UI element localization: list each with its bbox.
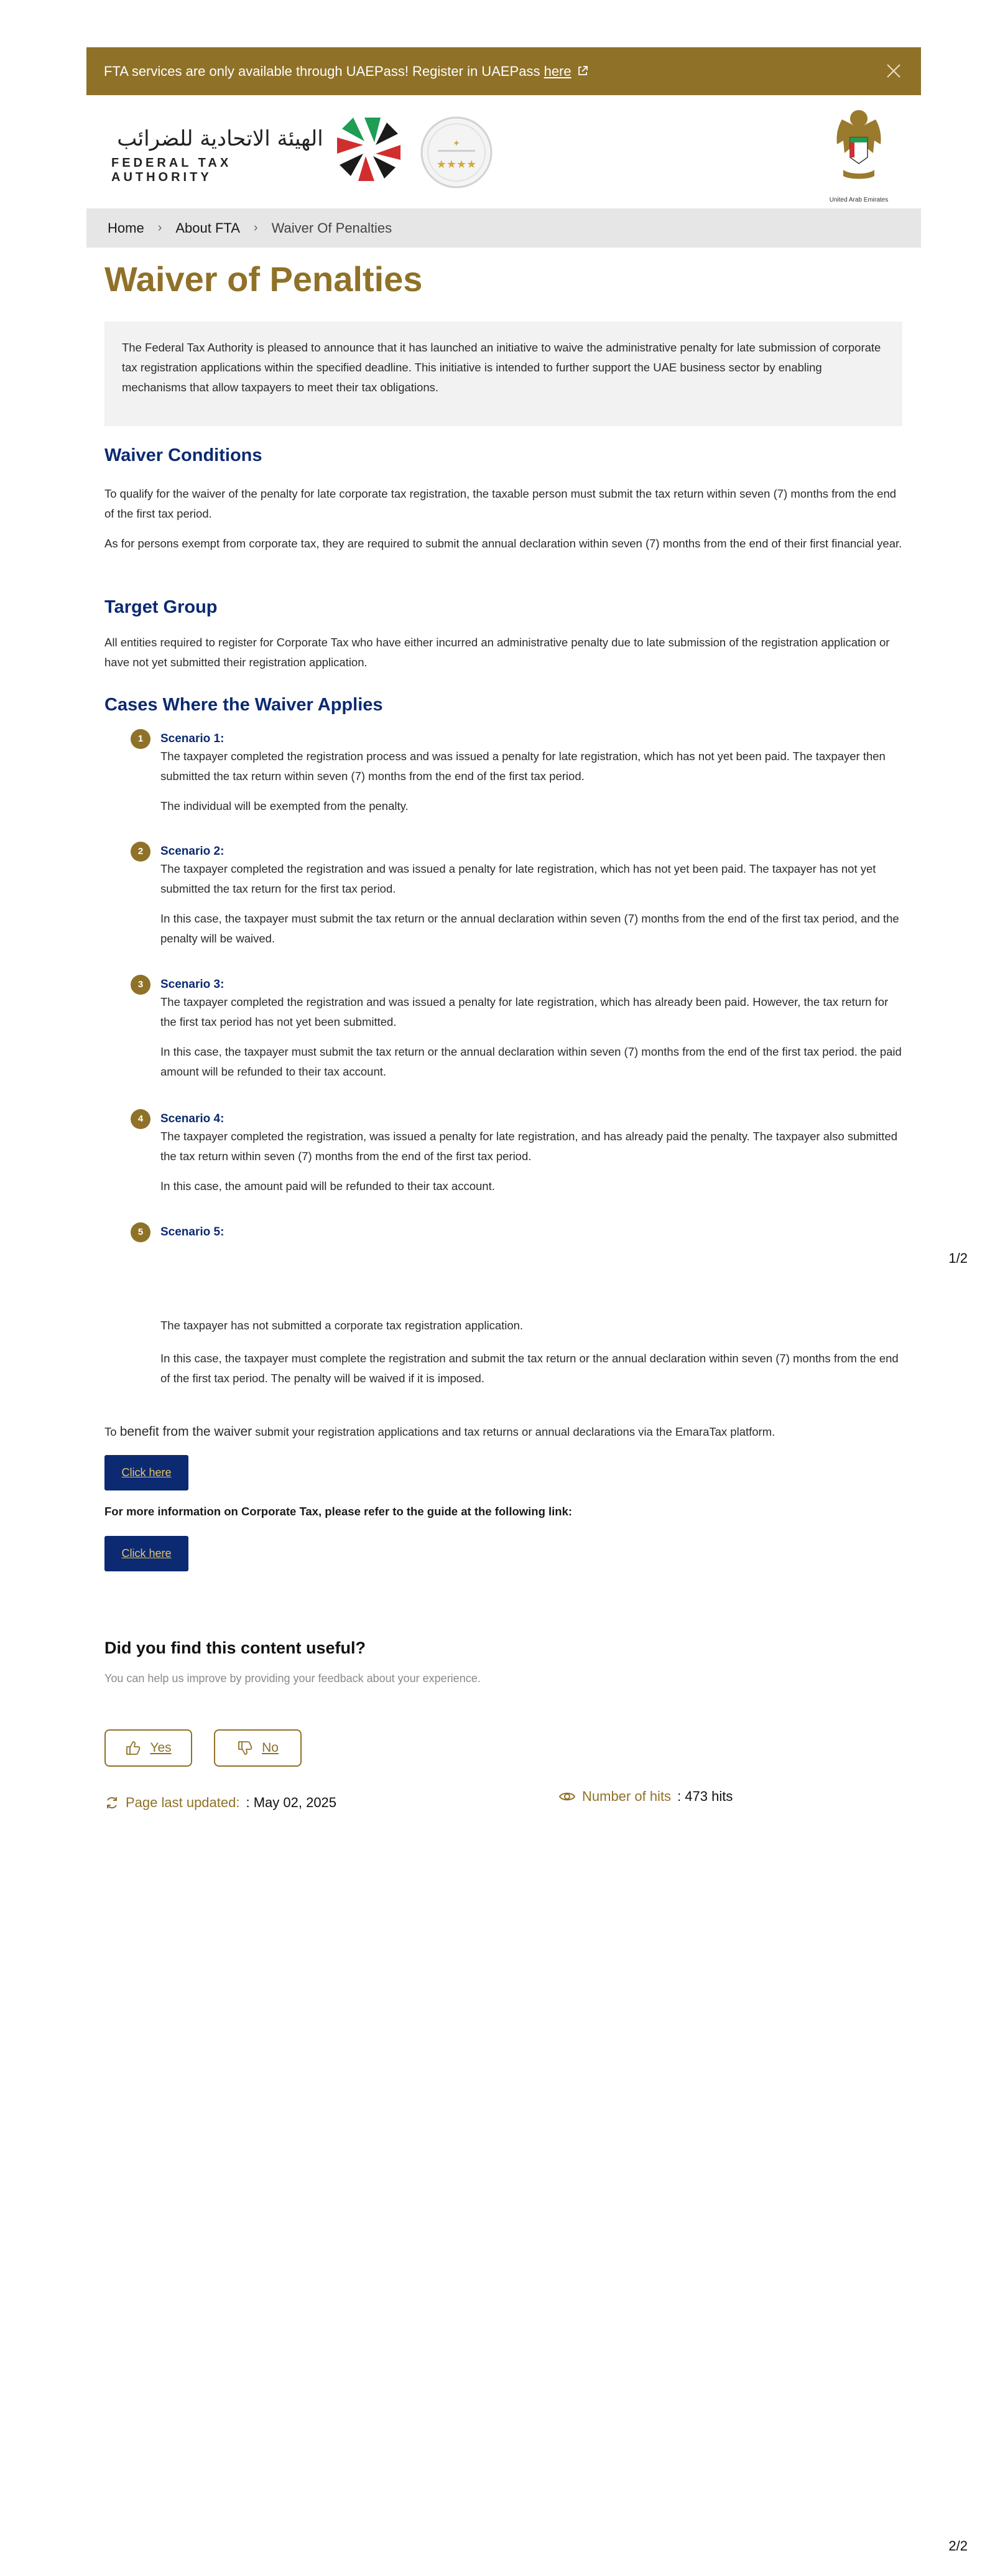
feedback-yes-label: Yes xyxy=(150,1741,172,1755)
scenario-title: Scenario 3: xyxy=(160,978,224,991)
cta-highlight: benefit from the waiver xyxy=(119,1425,252,1439)
fta-logo-icon[interactable] xyxy=(332,111,407,186)
thumbs-down-icon xyxy=(237,1740,253,1756)
target-group-paragraph: All entities required to register for Corporate Tax who have either incurred an administrative penalty due to late submission of the registration application or have not yet submitted their registration application. xyxy=(104,636,890,669)
scenario-paragraph: In this case, the amount paid will be refunded to their tax account. xyxy=(160,1179,495,1193)
scenario-paragraph: The taxpayer completed the registration, was issued a penalty for late registration, and has already paid the penalty. The taxpayer also submitted the tax return within seven (7) months from the end of the first tax period. xyxy=(160,1130,898,1163)
scenario-title: Scenario 1: xyxy=(160,732,224,745)
guide-click-here-button[interactable]: Click here xyxy=(104,1536,188,1571)
logo-english-text: FEDERAL TAX AUTHORITY xyxy=(111,156,232,184)
close-icon[interactable] xyxy=(885,62,902,80)
number-of-hits xyxy=(558,1788,733,1805)
feedback-no-label: No xyxy=(262,1741,279,1755)
scenario-number-badge: 5 xyxy=(131,1222,150,1242)
scenario-number-badge: 3 xyxy=(131,975,150,995)
logo-arabic-text: الهيئة الاتحادية للضرائب xyxy=(117,126,323,151)
conditions-paragraph-2: As for persons exempt from corporate tax, they are required to submit the annual declaration within seven (7) months from the end of their first financial year. xyxy=(104,537,902,550)
page-indicator: 1/2 xyxy=(948,1250,968,1266)
target-group-heading: Target Group xyxy=(104,597,218,617)
chevron-right-icon: › xyxy=(253,221,258,235)
scenario-paragraph: The taxpayer completed the registration and was issued a penalty for late registration, which has not yet been paid. The taxpayer has not yet submitted the tax return for the first tax period. xyxy=(160,862,876,895)
hits-label: Number of hits xyxy=(582,1788,672,1804)
page-title: Waiver of Penalties xyxy=(104,259,423,299)
site-header xyxy=(86,95,921,208)
scenario-paragraph: The taxpayer completed the registration and was issued a penalty for late registration, which has already been paid. However, the tax return for the first tax period has not yet been submitted. xyxy=(160,995,889,1028)
banner-here-link[interactable]: here xyxy=(544,63,572,79)
award-seal-icon xyxy=(419,115,494,190)
cta-pre: To xyxy=(104,1425,120,1438)
scenario-title: Scenario 2: xyxy=(160,845,224,858)
scenario-paragraph: The individual will be exempted from the penalty. xyxy=(160,799,409,812)
uaepass-banner xyxy=(86,47,921,95)
falcon-emblem-icon xyxy=(825,105,893,192)
page-indicator: 2/2 xyxy=(948,2538,968,2554)
eye-icon xyxy=(558,1790,576,1803)
cases-heading: Cases Where the Waiver Applies xyxy=(104,695,383,715)
emblem-caption: United Arab Emirates xyxy=(829,197,889,203)
page-last-updated xyxy=(104,1795,336,1811)
guide-note: For more information on Corporate Tax, please refer to the guide at the following link: xyxy=(104,1505,573,1518)
scenario-paragraph: The taxpayer has not submitted a corporate tax registration application. xyxy=(160,1319,524,1332)
refresh-icon xyxy=(104,1795,119,1810)
cta-paragraph xyxy=(104,1422,902,1442)
scenario-number-badge: 2 xyxy=(131,842,150,862)
svg-text:✦: ✦ xyxy=(453,139,460,149)
banner-message xyxy=(104,47,589,95)
feedback-yes-button[interactable] xyxy=(104,1729,192,1767)
feedback-title: Did you find this content useful? xyxy=(104,1639,366,1657)
external-link-icon xyxy=(576,65,589,77)
thumbs-up-icon xyxy=(125,1740,141,1756)
cta-post: submit your registration applications and tax returns or annual declarations via the EmaraTax platform. xyxy=(252,1425,775,1438)
emaratax-click-here-button[interactable]: Click here xyxy=(104,1455,188,1490)
scenario-number-badge: 1 xyxy=(131,729,150,749)
updated-label: Page last updated: xyxy=(126,1795,240,1810)
breadcrumb-about-fta[interactable]: About FTA xyxy=(175,220,240,236)
scenario-paragraph: In this case, the taxpayer must complete the registration and submit the tax return or the annual declaration within seven (7) months from the end of the first tax period. The penalty will be waived if it is imposed. xyxy=(160,1352,899,1385)
hits-value: : 473 hits xyxy=(677,1788,733,1804)
feedback-no-button[interactable] xyxy=(214,1729,302,1767)
scenario-paragraph: In this case, the taxpayer must submit the tax return or the annual declaration within seven (7) months from the end of the first tax period, and the penalty will be waived. xyxy=(160,912,899,945)
uae-emblem xyxy=(821,105,896,203)
waiver-conditions-heading: Waiver Conditions xyxy=(104,445,262,465)
banner-text: FTA services are only available through UAEPass! Register in UAEPass xyxy=(104,63,544,79)
scenario-paragraph: In this case, the taxpayer must submit the tax return or the annual declaration within seven (7) months from the end of the first tax period. the paid amount will be refunded to their tax account. xyxy=(160,1045,902,1078)
svg-text:★★★★: ★★★★ xyxy=(436,158,477,171)
chevron-right-icon: › xyxy=(157,221,162,235)
scenario-number-badge: 4 xyxy=(131,1109,150,1129)
scenario-paragraph: The taxpayer completed the registration process and was issued a penalty for late registration, which has not yet been paid. The taxpayer then submitted the tax return within seven (7) months from the end of the first tax period. xyxy=(160,750,886,783)
breadcrumb-home[interactable]: Home xyxy=(108,220,144,236)
feedback-subtitle: You can help us improve by providing your feedback about your experience. xyxy=(104,1672,481,1685)
breadcrumb xyxy=(86,208,921,248)
updated-value: : May 02, 2025 xyxy=(246,1795,337,1810)
breadcrumb-current: Waiver Of Penalties xyxy=(271,220,392,236)
scenario-title: Scenario 4: xyxy=(160,1112,224,1125)
intro-box: The Federal Tax Authority is pleased to announce that it has launched an initiative to waive the administrative penalty for late submission of corporate tax registration applications within the specified deadline. This initiative is intended to further support the UAE business sector by enabling mechanisms that allow taxpayers to meet their tax obligations. xyxy=(104,322,902,426)
conditions-paragraph-1: To qualify for the waiver of the penalty for late corporate tax registration, the taxable person must submit the tax return within seven (7) months from the end of the first tax period. xyxy=(104,487,897,520)
scenario-title: Scenario 5: xyxy=(160,1225,224,1239)
